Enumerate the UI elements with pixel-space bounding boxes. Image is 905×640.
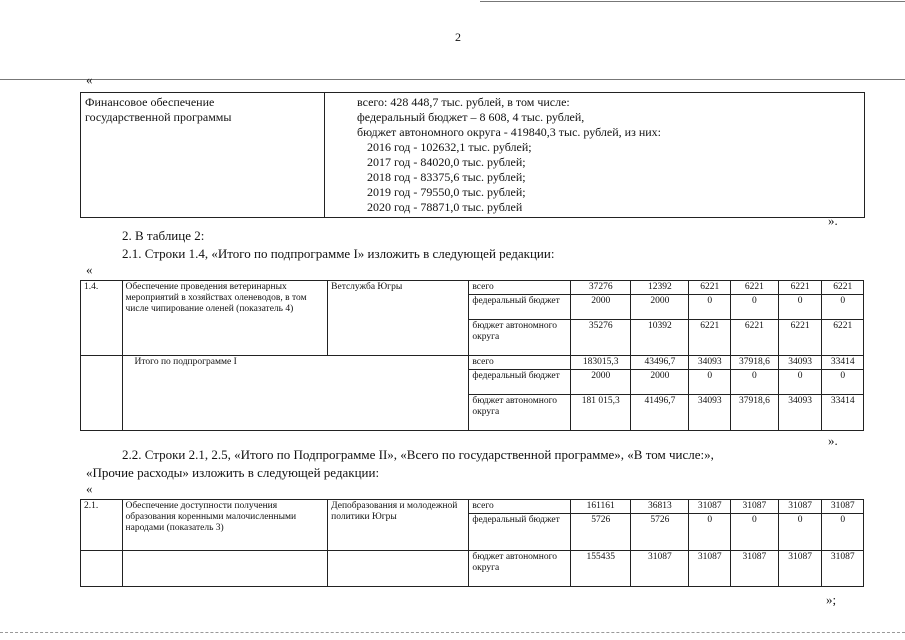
- close-quote-1: ».: [828, 213, 838, 228]
- cell-value: 2000: [631, 370, 689, 395]
- cell-value: 6221: [731, 281, 779, 295]
- top-scan-edge: [480, 1, 905, 2]
- cell-value: 34093: [778, 356, 822, 370]
- cell-value: 31087: [822, 500, 864, 514]
- cell-value: 10392: [631, 320, 689, 356]
- row-name: Обеспечение проведения ветеринарных мероприятий в хозяйствах оленеводов, в том числе чипирование оленей (показатель 4): [122, 281, 328, 356]
- close-quote-2: ».: [828, 433, 838, 448]
- para-3-line1: 2.2. Строки 2.1, 2.5, «Итого по Подпрограмме II», «Всего по государственной программе», «В том числе:»,: [122, 447, 714, 462]
- finance-amounts: [325, 93, 865, 218]
- row-number: 1.4.: [81, 281, 123, 356]
- funding-source: федеральный бюджет: [469, 370, 571, 395]
- cell-value: 31087: [689, 551, 731, 587]
- cell-value: 183015,3: [571, 356, 631, 370]
- cell-value: 35276: [571, 320, 631, 356]
- finance-label: [81, 93, 325, 218]
- page-number: 2: [455, 30, 461, 44]
- cell-value: 6221: [689, 281, 731, 295]
- funding-source: всего: [469, 281, 571, 295]
- finance-label-line2: государственной программы: [85, 110, 232, 124]
- cell-value: 5726: [571, 514, 631, 551]
- cell-value: 31087: [778, 500, 822, 514]
- cell-value: 161161: [571, 500, 631, 514]
- bottom-scan-edge: [0, 632, 905, 633]
- cell-value: 43496,7: [631, 356, 689, 370]
- funding-source: федеральный бюджет: [469, 295, 571, 320]
- row-number-empty: [81, 356, 123, 431]
- cell-value: 34093: [778, 395, 822, 431]
- finance-line: всего: 428 448,7 тыс. рублей, в том числе:: [357, 95, 570, 109]
- table-subprogram-2: [80, 499, 864, 587]
- table-row: [81, 281, 864, 295]
- total-row-name: Итого по подпрограмме I: [122, 356, 469, 431]
- cell-value: 5726: [631, 514, 689, 551]
- finance-line: 2019 год - 79550,0 тыс. рублей;: [367, 185, 526, 199]
- cell-value: 0: [689, 514, 731, 551]
- cell-value: 31087: [631, 551, 689, 587]
- cell-value: 33414: [822, 356, 864, 370]
- cell-value: 12392: [631, 281, 689, 295]
- cell-value: 36813: [631, 500, 689, 514]
- row-number-empty: [81, 551, 123, 587]
- cell-value: 33414: [822, 395, 864, 431]
- row-name: Обеспечение доступности получения образования коренными малочисленными народами (показатель 3): [122, 500, 328, 551]
- cell-value: 31087: [822, 551, 864, 587]
- cell-value: 34093: [689, 395, 731, 431]
- row-name-empty: [122, 551, 328, 587]
- funding-source: всего: [469, 356, 571, 370]
- table-subprogram-1: [80, 280, 864, 431]
- finance-label-line1: Финансовое обеспечение: [85, 95, 215, 109]
- cell-value: 37918,6: [731, 356, 779, 370]
- cell-value: 37918,6: [731, 395, 779, 431]
- cell-value: 155435: [571, 551, 631, 587]
- funding-source: бюджет автономного округа: [469, 320, 571, 356]
- cell-value: 31087: [731, 551, 779, 587]
- cell-value: 2000: [571, 370, 631, 395]
- cell-value: 0: [778, 370, 822, 395]
- open-quote-3: «: [86, 481, 93, 496]
- open-quote-1: «: [86, 72, 93, 87]
- cell-value: 6221: [731, 320, 779, 356]
- cell-value: 31087: [689, 500, 731, 514]
- cell-value: 31087: [778, 551, 822, 587]
- cell-value: 181 015,3: [571, 395, 631, 431]
- cell-value: 0: [689, 295, 731, 320]
- cell-value: 6221: [689, 320, 731, 356]
- cell-value: 0: [822, 295, 864, 320]
- table-row: [81, 500, 864, 514]
- cell-value: 6221: [822, 320, 864, 356]
- finance-line: 2017 год - 84020,0 тыс. рублей;: [367, 155, 526, 169]
- cell-value: 6221: [822, 281, 864, 295]
- table-row: [81, 356, 864, 370]
- finance-line: 2016 год - 102632,1 тыс. рублей;: [367, 140, 532, 154]
- header-rule: [0, 79, 905, 80]
- finance-line: бюджет автономного округа - 419840,3 тыс. рублей, из них:: [357, 125, 661, 139]
- cell-value: 0: [731, 370, 779, 395]
- row-executor-empty: [328, 551, 469, 587]
- funding-source: федеральный бюджет: [469, 514, 571, 551]
- close-quote-3: »;: [826, 592, 837, 607]
- finance-line: 2018 год - 83375,6 тыс. рублей;: [367, 170, 526, 184]
- cell-value: 2000: [571, 295, 631, 320]
- funding-source: бюджет автономного округа: [469, 551, 571, 587]
- para-1: 2. В таблице 2:: [122, 228, 205, 243]
- cell-value: 2000: [631, 295, 689, 320]
- finance-table: [80, 92, 865, 218]
- row-executor: Депобразования и молодежной политики Югры: [328, 500, 469, 551]
- open-quote-2: «: [86, 262, 93, 277]
- cell-value: 41496,7: [631, 395, 689, 431]
- para-3-line2: «Прочие расходы» изложить в следующей редакции:: [86, 465, 380, 480]
- finance-line: 2020 год - 78871,0 тыс. рублей: [367, 200, 523, 214]
- table-row: [81, 551, 864, 587]
- cell-value: 34093: [689, 356, 731, 370]
- row-number: 2.1.: [81, 500, 123, 551]
- cell-value: 6221: [778, 281, 822, 295]
- cell-value: 0: [689, 370, 731, 395]
- cell-value: 31087: [731, 500, 779, 514]
- cell-value: 37276: [571, 281, 631, 295]
- cell-value: 0: [778, 514, 822, 551]
- cell-value: 0: [731, 514, 779, 551]
- funding-source: бюджет автономного округа: [469, 395, 571, 431]
- cell-value: 0: [731, 295, 779, 320]
- cell-value: 0: [822, 514, 864, 551]
- finance-line: федеральный бюджет – 8 608, 4 тыс. рублей,: [357, 110, 585, 124]
- row-executor: Ветслужба Югры: [328, 281, 469, 356]
- cell-value: 0: [778, 295, 822, 320]
- cell-value: 0: [822, 370, 864, 395]
- para-2: 2.1. Строки 1.4, «Итого по подпрограмме I» изложить в следующей редакции:: [122, 246, 555, 261]
- cell-value: 6221: [778, 320, 822, 356]
- funding-source: всего: [469, 500, 571, 514]
